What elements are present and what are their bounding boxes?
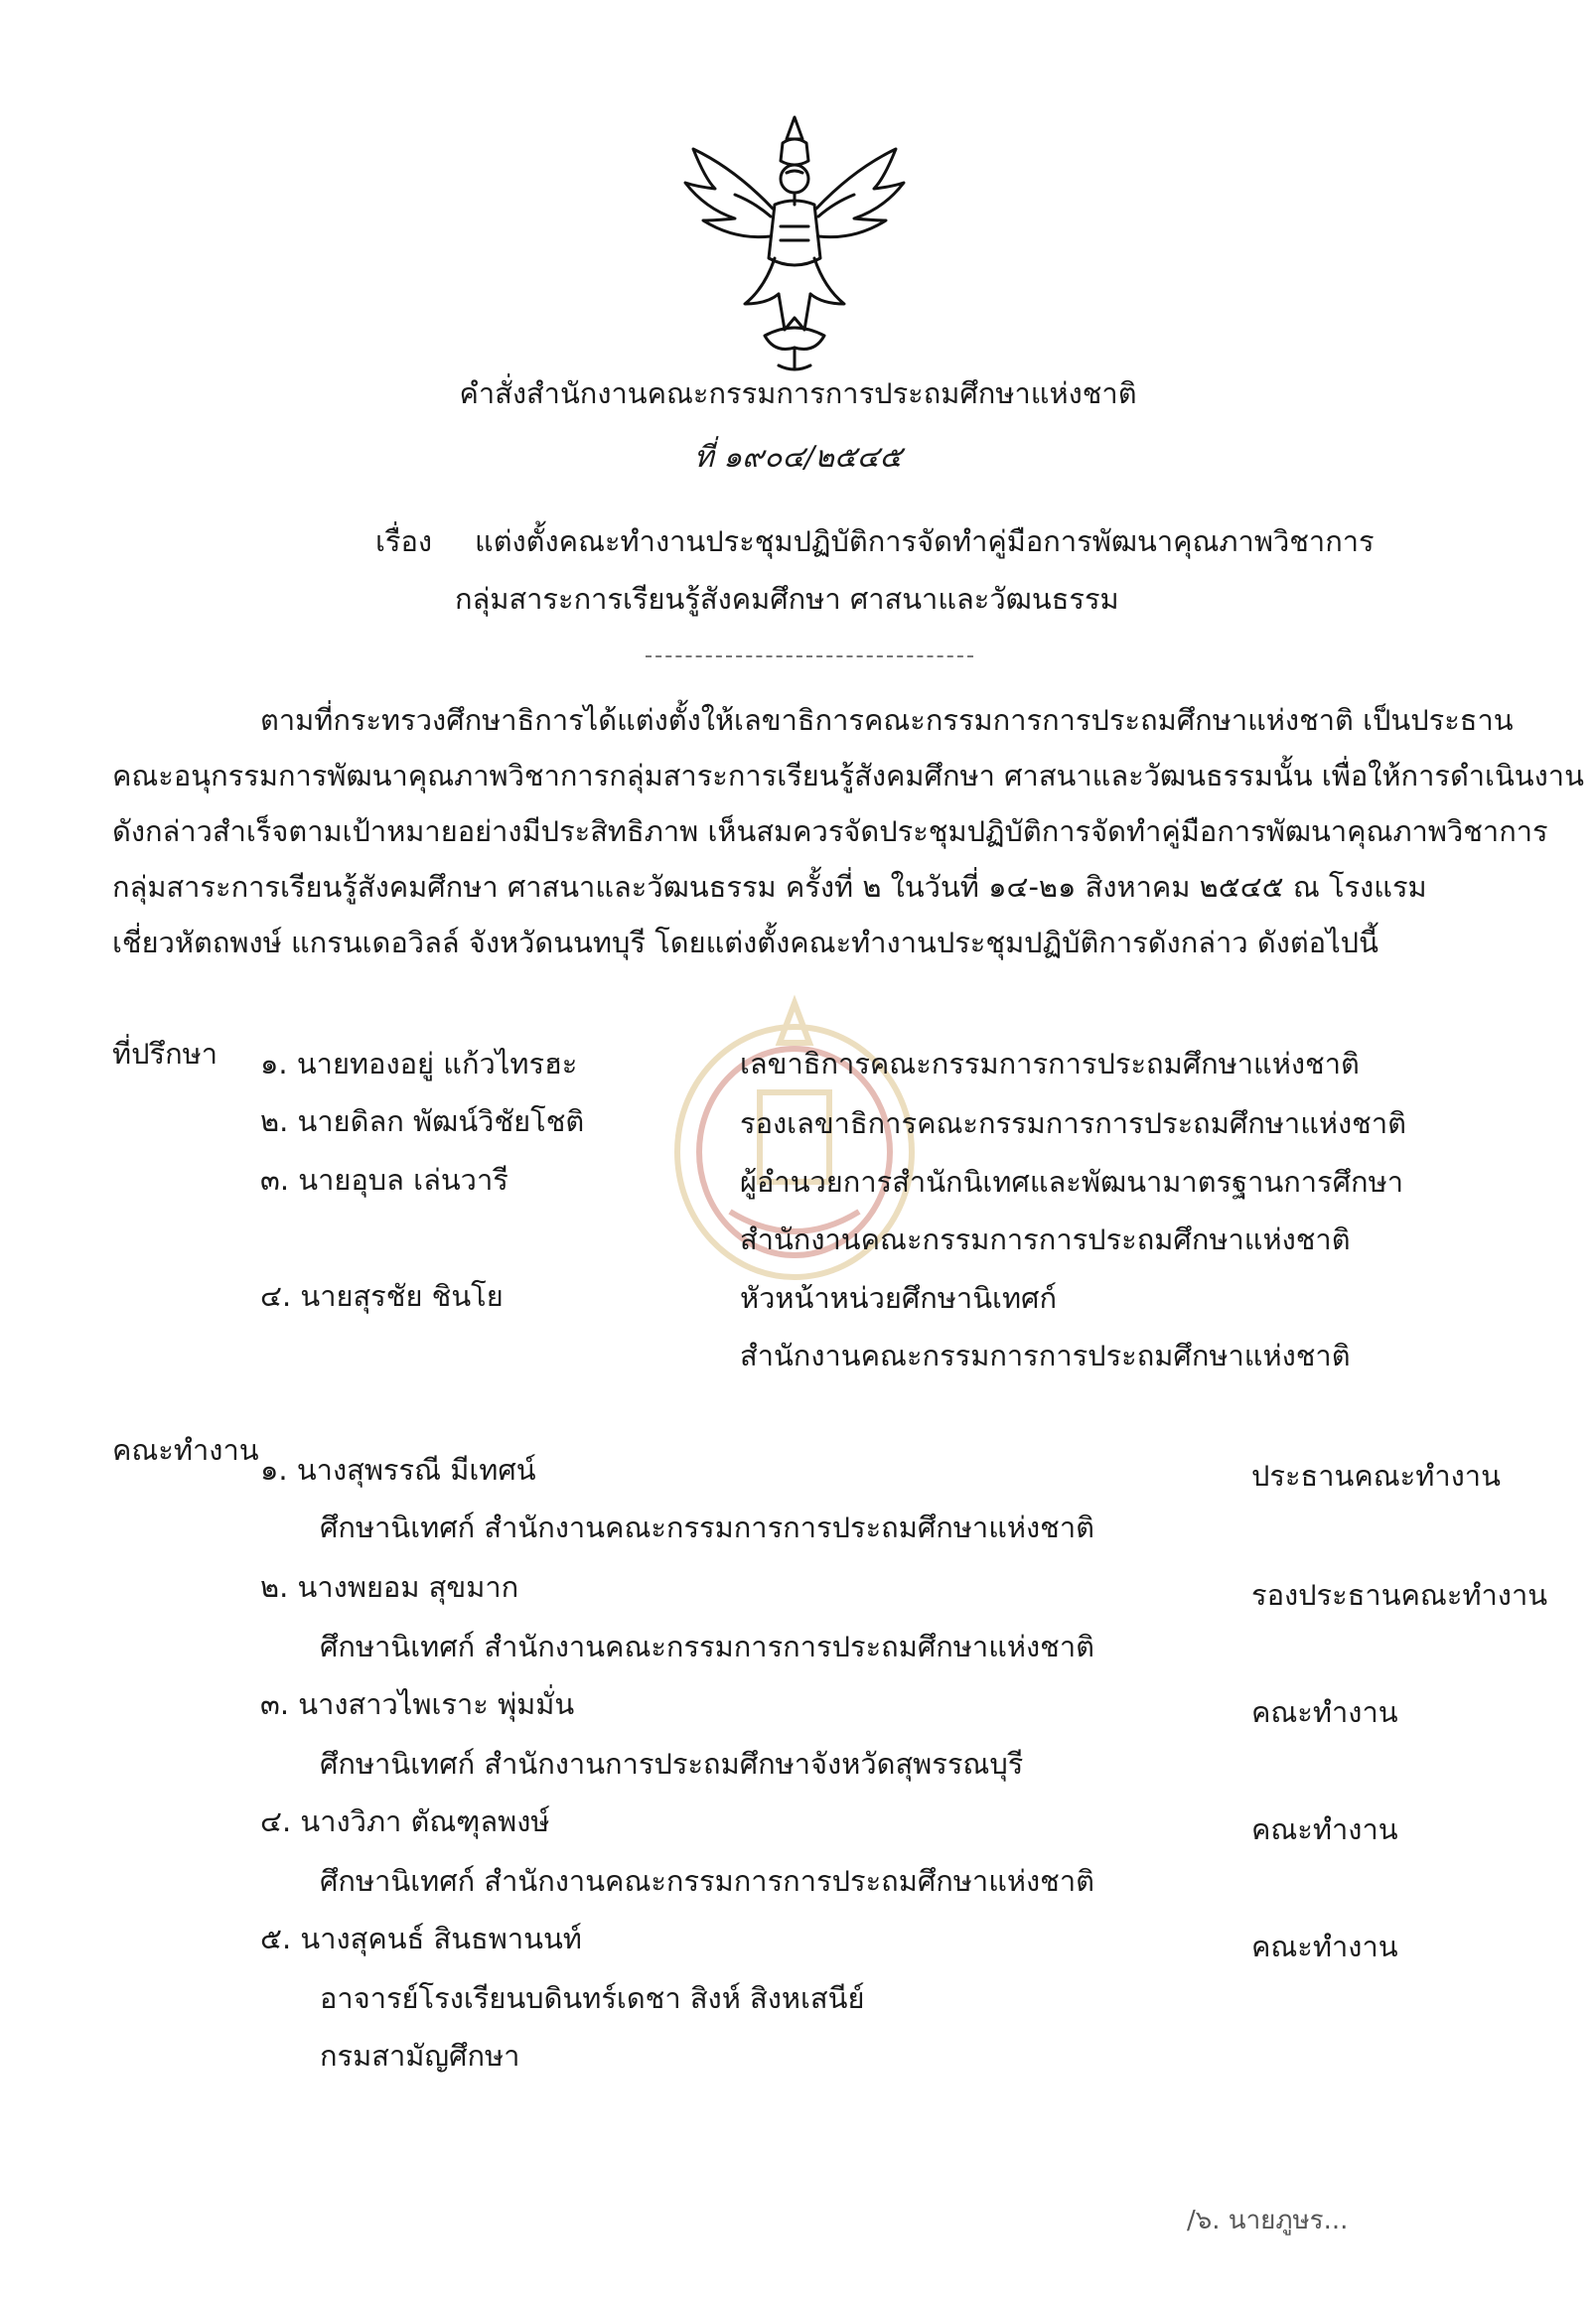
subject-line-2: กลุ่มสาระการเรียนรู้สังคมศึกษา ศาสนาและวัฒนธรรม bbox=[455, 582, 1119, 616]
member-name: ๑. นางสุพรรณี มีเทศน์ bbox=[260, 1453, 536, 1487]
advisor-name: ๒. นายดิลก พัฒน์วิชัยโชติ bbox=[260, 1104, 585, 1138]
body-line: กลุ่มสาระการเรียนรู้สังคมศึกษา ศาสนาและวัฒนธรรม ครั้งที่ ๒ ในวันที่ ๑๔-๒๑ สิงหาคม ๒๕๔๕ ณ โรงแรม bbox=[112, 870, 1427, 904]
continuation-note: /๖. นายภูษร... bbox=[1187, 2206, 1349, 2235]
member-name: ๓. นางสาวไพเราะ พุ่มมั่น bbox=[260, 1687, 575, 1721]
member-role: ประธานคณะทำงาน bbox=[1251, 1459, 1501, 1493]
member-desc: ศึกษานิเทศก์ สำนักงานคณะกรรมการการประถมศึกษาแห่งชาติ bbox=[320, 1511, 1094, 1544]
member-desc: อาจารย์โรงเรียนบดินทร์เดชา สิงห์ สิงหเสนีย์ bbox=[320, 1981, 865, 2015]
advisor-position: ผู้อำนวยการสำนักนิเทศและพัฒนามาตรฐานการศึกษา bbox=[740, 1165, 1404, 1199]
advisor-position: สำนักงานคณะกรรมการการประถมศึกษาแห่งชาติ bbox=[740, 1339, 1351, 1372]
divider bbox=[646, 655, 973, 657]
body-line: คณะอนุกรรมการพัฒนาคุณภาพวิชาการกลุ่มสาระการเรียนรู้สังคมศึกษา ศาสนาและวัฒนธรรมนั้น เพื่อให้การดำเนินงาน bbox=[112, 759, 1584, 792]
advisor-name: ๓. นายอุบล เล่นวารี bbox=[260, 1163, 508, 1197]
member-desc: ศึกษานิเทศก์ สำนักงานการประถมศึกษาจังหวัดสุพรรณบุรี bbox=[320, 1747, 1024, 1781]
member-name: ๕. นางสุคนธ์ สินธพานนท์ bbox=[260, 1922, 582, 1955]
advisor-position: เลขาธิการคณะกรรมการการประถมศึกษาแห่งชาติ bbox=[740, 1047, 1360, 1080]
member-role: คณะทำงาน bbox=[1251, 1812, 1398, 1846]
advisor-position: รองเลขาธิการคณะกรรมการการประถมศึกษาแห่งชาติ bbox=[740, 1106, 1406, 1140]
subject-line-1: แต่งตั้งคณะทำงานประชุมปฏิบัติการจัดทำคู่มือการพัฒนาคุณภาพวิชาการ bbox=[475, 524, 1375, 558]
member-role: คณะทำงาน bbox=[1251, 1695, 1398, 1729]
body-line: ดังกล่าวสำเร็จตามเป้าหมายอย่างมีประสิทธิภาพ เห็นสมควรจัดประชุมปฏิบัติการจัดทำคู่มือการพัฒนาคุณภาพวิชาการ bbox=[112, 814, 1548, 848]
member-role: คณะทำงาน bbox=[1251, 1930, 1398, 1963]
garuda-emblem-icon bbox=[675, 109, 914, 377]
advisor-name: ๔. นายสุรชัย ชินโย bbox=[260, 1279, 504, 1313]
subject-label: เรื่อง bbox=[375, 524, 433, 558]
body-line: ตามที่กระทรวงศึกษาธิการได้แต่งตั้งให้เลขาธิการคณะกรรมการการประถมศึกษาแห่งชาติ เป็นประธาน bbox=[260, 703, 1514, 737]
member-desc: กรมสามัญศึกษา bbox=[320, 2039, 520, 2073]
advisor-position: สำนักงานคณะกรรมการการประถมศึกษาแห่งชาติ bbox=[740, 1223, 1351, 1256]
advisor-position: หัวหน้าหน่วยศึกษานิเทศก์ bbox=[740, 1281, 1058, 1315]
member-desc: ศึกษานิเทศก์ สำนักงานคณะกรรมการการประถมศึกษาแห่งชาติ bbox=[320, 1630, 1094, 1663]
order-title: คำสั่งสำนักงานคณะกรรมการการประถมศึกษาแห่งชาติ bbox=[459, 376, 1137, 410]
member-desc: ศึกษานิเทศก์ สำนักงานคณะกรรมการการประถมศึกษาแห่งชาติ bbox=[320, 1864, 1094, 1898]
advisor-name: ๑. นายทองอยู่ แก้วไทรฮะ bbox=[260, 1047, 578, 1080]
member-name: ๒. นางพยอม สุขมาก bbox=[260, 1570, 519, 1604]
advisors-heading: ที่ปรึกษา bbox=[112, 1037, 218, 1071]
team-heading: คณะทำงาน bbox=[112, 1433, 259, 1467]
order-number: ที่ ๑๙๐๔/๒๕๔๕ bbox=[693, 440, 903, 475]
member-role: รองประธานคณะทำงาน bbox=[1251, 1578, 1548, 1612]
body-line: เชี่ยวหัตถพงษ์ แกรนเดอวิลล์ จังหวัดนนทบุรี โดยแต่งตั้งคณะทำงานประชุมปฏิบัติการดังกล่าว ดังต่อไปนี้ bbox=[112, 926, 1378, 959]
member-name: ๔. นางวิภา ตัณฑุลพงษ์ bbox=[260, 1804, 550, 1838]
